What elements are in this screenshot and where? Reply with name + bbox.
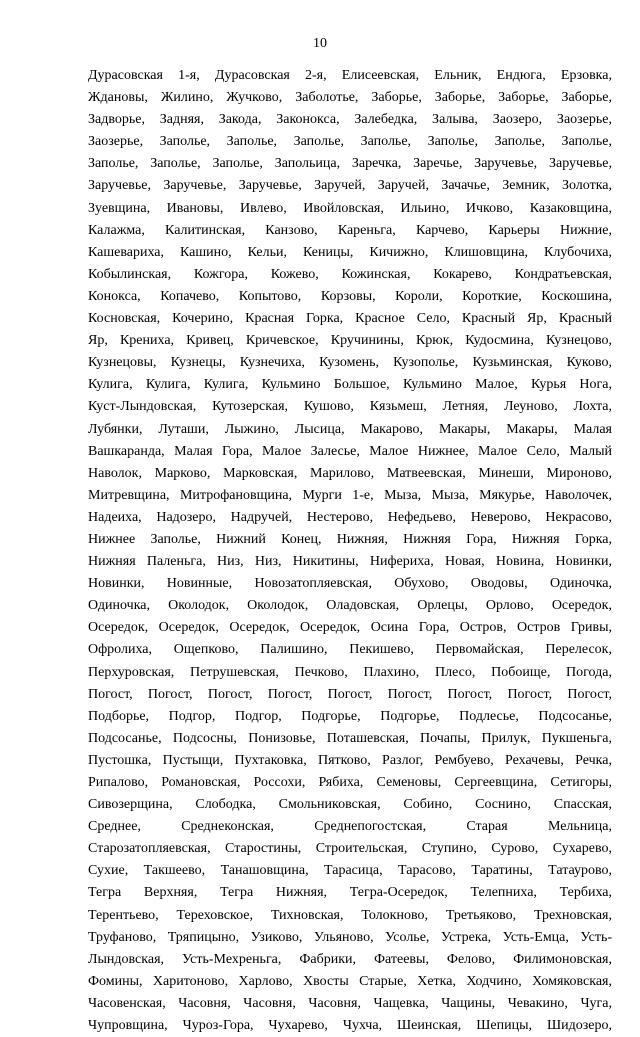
text-line: Яр, Крениха, Кривец, Кричевское, Кручинины, Крюк, Кудосмина, Кузнецово, (88, 333, 612, 349)
text-line: Погост, Погост, Погост, Погост, Погост, Погост, Погост, Погост, Погост, (88, 686, 612, 702)
text-line: Труфаново, Тряпицыно, Узиково, Ульяново, Усолье, Устрека, Усть-Емца, Усть- (88, 929, 612, 945)
text-line: Заозерье, Заполье, Заполье, Заполье, Заполье, Заполье, Заполье, Заполье, (88, 134, 612, 150)
text-line: Тегра Верхняя, Тегра Нижняя, Тегра-Осередок, Телепниха, Тербиха, (88, 885, 612, 901)
text-line: Подсосанье, Подсосны, Понизовье, Поташевская, Почапы, Прилук, Пукшеньга, (88, 730, 612, 746)
text-line: Подборье, Подгор, Подгор, Подгорье, Подгорье, Подлесье, Подсосанье, (88, 708, 612, 724)
text-line: Старозатопляевская, Старостины, Строительская, Ступино, Сурово, Сухарево, (88, 841, 612, 857)
text-line: Чупровщина, Чуроз-Гора, Чухарево, Чухча, Шеинская, Шепицы, Шидозеро, (88, 1018, 612, 1034)
text-line: Ждановы, Жилино, Жучково, Заболотье, Заборье, Заборье, Заборье, Заборье, (88, 90, 612, 106)
text-line: Заполье, Заполье, Заполье, Запольица, Заречка, Заречье, Заручевье, Заручевье, (88, 156, 612, 172)
settlement-list-text (88, 65, 612, 1037)
text-line: Заручевье, Заручевье, Заручевье, Заручей, Заручей, Зачачье, Земник, Золотка, (88, 178, 612, 194)
text-line: Лубянки, Луташи, Лыжино, Лысица, Макарово, Макары, Макары, Малая (88, 421, 612, 437)
text-line: Вашкаранда, Малая Гора, Малое Залесье, Малое Нижнее, Малое Село, Малый (88, 443, 612, 459)
text-line: Калажма, Калитинская, Канзово, Кареньга, Карчево, Карьеры Нижние, (88, 222, 612, 238)
text-line: Часовенская, Часовня, Часовня, Часовня, Чащевка, Чащины, Чевакино, Чуга, (88, 995, 612, 1011)
text-line: Кашевариха, Кашино, Кельи, Кеницы, Кичижно, Клишовщина, Клубочиха, (88, 244, 612, 260)
text-line: Новинки, Новинные, Новозатопляевская, Обухово, Оводовы, Одиночка, (88, 576, 612, 592)
text-line: Среднее, Среднеконская, Среднепогостская, Старая Мельница, (88, 819, 612, 835)
text-line: Нижнее Заполье, Нижний Конец, Нижняя, Нижняя Гора, Нижняя Горка, (88, 531, 612, 547)
text-line: Надеиха, Надозеро, Надручей, Нестерово, Нефедьево, Неверово, Некрасово, (88, 509, 612, 525)
text-line: Кулига, Кулига, Кулига, Кульмино Большое, Кульмино Малое, Курья Нога, (88, 377, 612, 393)
text-line: Куст-Лындовская, Кутозерская, Кушово, Кязьмеш, Летняя, Леуново, Лохта, (88, 399, 612, 415)
text-line: Фомины, Харитоново, Харлово, Хвосты Старые, Хетка, Ходчино, Хомяковская, (88, 973, 612, 989)
text-line: Сухие, Такшеево, Танашовщина, Тарасица, Тарасово, Таратины, Татаурово, (88, 863, 612, 879)
text-line: Одиночка, Околодок, Околодок, Оладовская, Орлецы, Орлово, Осередок, (88, 598, 612, 614)
text-line: Задворье, Задняя, Закода, Законокса, Залебедка, Залыва, Заозеро, Заозерье, (88, 112, 612, 128)
text-line: Зуевщина, Ивановы, Ивлево, Ивойловская, Ильино, Ичково, Казаковщина, (88, 200, 612, 216)
text-line: Осередок, Осередок, Осередок, Осередок, Осина Гора, Остров, Остров Гривы, (88, 620, 612, 636)
text-line: Кобылинская, Кожгора, Кожево, Кожинская, Кокарево, Кондратьевская, (88, 266, 612, 282)
text-line: Митревщина, Митрофановщина, Мурги 1-е, Мыза, Мыза, Мякурье, Наволочек, (88, 487, 612, 503)
text-line: Нижняя Паленьга, Низ, Низ, Никитины, Нифериха, Новая, Новина, Новинки, (88, 554, 612, 570)
text-line: Косновская, Кочерино, Красная Горка, Красное Село, Красный Яр, Красный (88, 311, 612, 327)
text-line: Рипалово, Романовская, Россохи, Рябиха, Семеновы, Сергеевщина, Сетигоры, (88, 775, 612, 790)
text-line: Лындовская, Усть-Мехреньга, Фабрики, Фатеевы, Фелово, Филимоновская, (88, 951, 612, 967)
page-number: 10 (313, 36, 327, 51)
text-line: Дурасовская 1-я, Дурасовская 2-я, Елисеевская, Ельник, Ендюга, Ерзовка, (88, 68, 612, 83)
text-line: Пустошка, Пустыщи, Пухтаковка, Пятково, Разлог, Рембуево, Рехачевы, Речка, (88, 752, 612, 768)
text-line: Перхуровская, Петрушевская, Печково, Плахино, Плесо, Побоище, Погода, (88, 664, 612, 680)
text-line: Наволок, Марково, Марковская, Марилово, Матвеевская, Минеши, Мироново, (88, 465, 612, 481)
text-line: Конокса, Копачево, Копытово, Корзовы, Короли, Короткие, Коскошина, (88, 288, 612, 304)
text-line: Офролиха, Ощепково, Палишино, Пекишево, Первомайская, Перелесок, (88, 642, 612, 658)
text-line: Кузнецовы, Кузнецы, Кузнечиха, Кузомень, Кузополье, Кузьминская, Куково, (88, 355, 612, 371)
text-line: Терентьево, Тереховское, Тихновская, Толокново, Третьяково, Трехновская, (88, 907, 612, 923)
text-line: Сивозерщина, Слободка, Смольниковская, Собино, Соснино, Спасская, (88, 797, 612, 813)
